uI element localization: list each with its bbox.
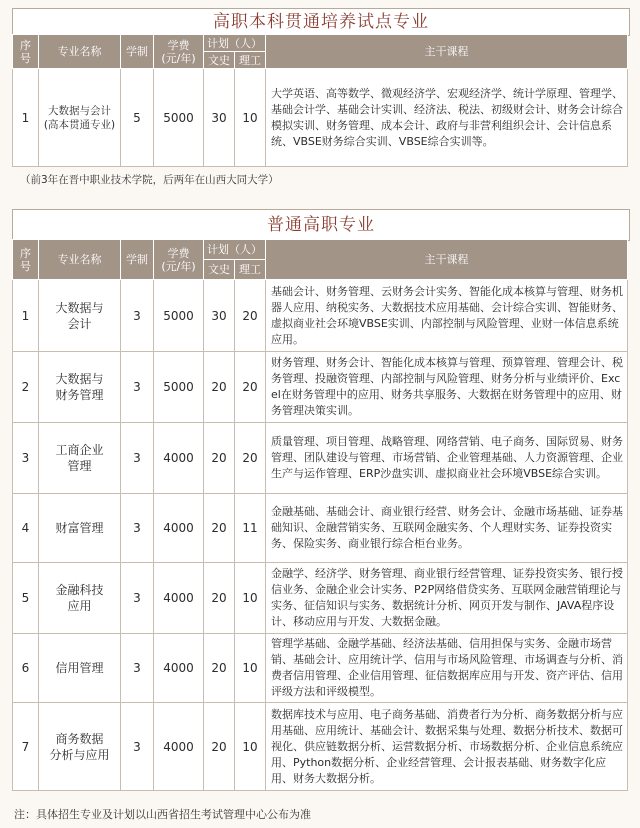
row-arts: 20	[204, 352, 235, 423]
row-years: 3	[121, 563, 154, 634]
header-plan-sci: 理工	[235, 52, 266, 69]
header-plan-arts: 文史	[204, 260, 235, 280]
row-courses: 管理学基础、金融学基础、经济法基础、信用担保与实务、金融市场营销、基础会计、应用统计学、信用与市场风险管理、市场调查与分析、消费者信用管理、企业信用管理、征信数据库应用与开发、资产评估、信用评级方法和评级模型。	[266, 634, 628, 703]
row-courses: 质量管理、项目管理、战略管理、网络营销、电子商务、国际贸易、财务管理、团队建设与管理、市场营销、企业管理基础、人力资源管理、企业生产与运作管理、ERP沙盘实训、虚拟商业社会环境VBSE综合实训。	[266, 423, 628, 494]
row-fee: 4000	[154, 563, 204, 634]
row-arts: 20	[204, 703, 235, 791]
row-years: 3	[121, 494, 154, 563]
row-arts: 20	[204, 494, 235, 563]
row-index: 7	[13, 703, 39, 791]
row-years: 3	[121, 352, 154, 423]
section1-table	[12, 34, 628, 167]
row-courses: 大学英语、高等数学、微观经济学、宏观经济学、统计学原理、管理学、基础会计学、基础会计实训、经济法、税法、初级财会计、财务会计综合模拟实训、财务管理、成本会计、政府与非营利组织会计、会计信息系统、VBSE财务综合实训、VBSE综合实训等。	[266, 69, 628, 167]
row-sci: 20	[235, 423, 266, 494]
row-courses: 财务管理、财务会计、智能化成本核算与管理、预算管理、管理会计、税务管理、投融资管理、内部控制与风险管理、财务分析与业绩评价、Excel在财务管理中的应用、财务共享服务、大数据在财务管理中的应用、财务管理决策实训。	[266, 352, 628, 423]
row-sci: 10	[235, 703, 266, 791]
row-fee: 4000	[154, 634, 204, 703]
row-major: 大数据与 会计	[39, 280, 121, 352]
row-arts: 30	[204, 69, 235, 167]
header-plan: 计划（人）	[204, 240, 266, 260]
header-major: 专业名称	[39, 35, 121, 69]
header-index: 序 号	[13, 240, 39, 280]
table-row	[13, 494, 628, 563]
row-index: 6	[13, 634, 39, 703]
header-plan-sci: 理工	[235, 260, 266, 280]
row-years: 3	[121, 703, 154, 791]
row-major: 大数据与 财务管理	[39, 352, 121, 423]
row-years: 3	[121, 634, 154, 703]
header-courses: 主干课程	[266, 240, 628, 280]
row-sci: 10	[235, 69, 266, 167]
table-row	[13, 69, 628, 167]
row-fee: 5000	[154, 280, 204, 352]
row-major: 商务数据 分析与应用	[39, 703, 121, 791]
header-years: 学制	[121, 240, 154, 280]
row-index: 1	[13, 280, 39, 352]
header-plan-arts: 文史	[204, 52, 235, 69]
footer-note: 注：具体招生专业及计划以山西省招生考试管理中心公布为准	[14, 808, 311, 821]
row-sci: 11	[235, 494, 266, 563]
row-major: 金融科技 应用	[39, 563, 121, 634]
header-courses: 主干课程	[266, 35, 628, 69]
header-index: 序 号	[13, 35, 39, 69]
table-row	[13, 634, 628, 703]
header-years: 学制	[121, 35, 154, 69]
row-major: 工商企业 管理	[39, 423, 121, 494]
row-fee: 5000	[154, 352, 204, 423]
header-fee: 学费 (元/年)	[154, 240, 204, 280]
row-years: 5	[121, 69, 154, 167]
header-plan: 计划（人）	[204, 35, 266, 52]
row-fee: 4000	[154, 494, 204, 563]
row-sci: 20	[235, 352, 266, 423]
section2-title: 普通高职专业	[12, 209, 630, 241]
row-years: 3	[121, 423, 154, 494]
row-major: 财富管理	[39, 494, 121, 563]
row-major: 信用管理	[39, 634, 121, 703]
row-fee: 5000	[154, 69, 204, 167]
row-courses: 数据库技术与应用、电子商务基础、消费者行为分析、商务数据分析与应用基础、应用统计、基础会计、数据采集与处理、数据分析技术、数据可视化、供应链数据分析、运营数据分析、市场数据分析、企业信息系统应用、Python数据分析、企业经营管理、会计报表基础、财务数字化应用、财务大数据分析。	[266, 703, 628, 791]
row-courses: 基础会计、财务管理、云财务会计实务、智能化成本核算与管理、财务机器人应用、纳税实务、大数据技术应用基础、会计综合实训、智能财务、虚拟商业社会环境VBSE实训、内部控制与风险管理、业财一体信息系统应用。	[266, 280, 628, 352]
row-index: 1	[13, 69, 39, 167]
table-row	[13, 352, 628, 423]
section1-title: 高职本科贯通培养试点专业	[12, 8, 630, 36]
header-major: 专业名称	[39, 240, 121, 280]
header-fee: 学费 (元/年)	[154, 35, 204, 69]
table-row	[13, 703, 628, 791]
row-arts: 30	[204, 280, 235, 352]
row-index: 3	[13, 423, 39, 494]
section2-table	[12, 239, 628, 791]
table-row	[13, 423, 628, 494]
row-fee: 4000	[154, 423, 204, 494]
row-major: 大数据与会计 (高本贯通专业)	[39, 69, 121, 167]
row-fee: 4000	[154, 703, 204, 791]
row-arts: 20	[204, 563, 235, 634]
row-years: 3	[121, 280, 154, 352]
row-index: 5	[13, 563, 39, 634]
section1-note: （前3年在晋中职业技术学院，后两年在山西大同大学）	[20, 174, 279, 186]
row-index: 4	[13, 494, 39, 563]
row-courses: 金融学、经济学、财务管理、商业银行经营管理、证券投资实务、银行授信业务、金融企业会计实务、P2P网络借贷实务、互联网金融营销理论与实务、征信知识与实务、数据统计分析、网页开发与制作、JAVA程序设计、移动应用与开发、大数据金融。	[266, 563, 628, 634]
row-courses: 金融基础、基础会计、商业银行经营、财务会计、金融市场基础、证券基础知识、金融营销实务、互联网金融实务、个人理财实务、证券投资实务、保险实务、商业银行综合柜台业务。	[266, 494, 628, 563]
row-arts: 20	[204, 634, 235, 703]
row-arts: 20	[204, 423, 235, 494]
row-sci: 10	[235, 634, 266, 703]
table-row	[13, 563, 628, 634]
row-index: 2	[13, 352, 39, 423]
row-sci: 10	[235, 563, 266, 634]
row-sci: 20	[235, 280, 266, 352]
table-row	[13, 280, 628, 352]
